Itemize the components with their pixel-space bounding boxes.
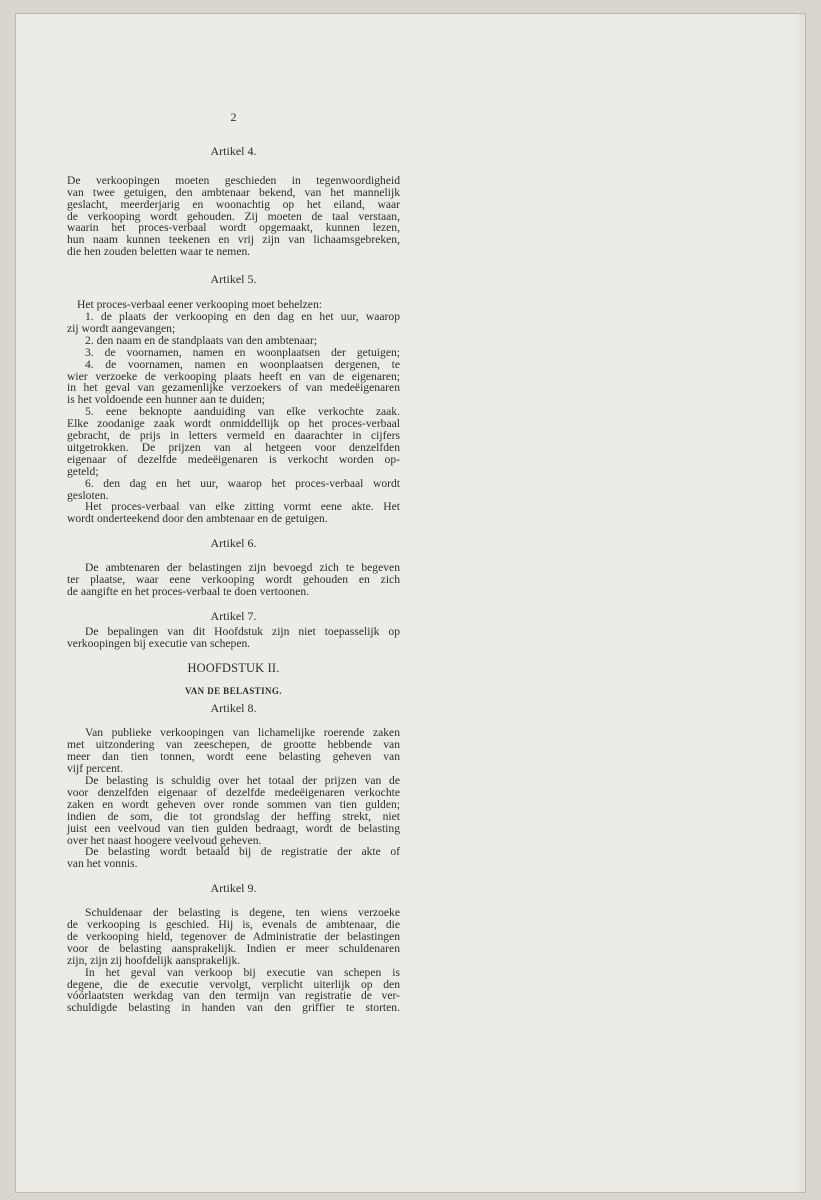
article-4-title: Artikel 4.: [210, 143, 257, 158]
text-line: is het voldoende een hunner aan te duiden;: [67, 393, 265, 407]
text-line: De ambtenaren der belastingen zijn bevoegd zich te begeven: [85, 561, 400, 575]
text-line: in het geval van gezamenlijke verzoekers of van medeëigenaren: [67, 381, 400, 395]
article-9-text: [67, 907, 400, 1014]
page-content: [67, 112, 400, 1014]
article-4-text: [67, 175, 400, 258]
text-line: de verkooping hield, tegenover de Administratie der belastingen: [67, 929, 400, 943]
text-line: geslacht, meerderjarig en woonachtig op het eiland, waar: [67, 197, 400, 211]
text-line: de aangifte en het proces-verbaal te doen vertoonen.: [67, 585, 310, 598]
text-line: 6. den dag en het uur, waarop het proces-verbaal wordt: [85, 476, 400, 490]
text-line: hun naam kunnen teekenen en vrij zijn van lichaamsgebreken,: [67, 233, 400, 247]
document-page: [16, 14, 805, 1192]
article-9-title: Artikel 9.: [210, 881, 257, 896]
article-5-text: [67, 299, 400, 525]
text-line: ter plaatse, waar eene verkooping wordt gehouden en zich: [67, 573, 400, 587]
text-line: de verkooping is geschied. Hij is, evenals de ambtenaar, die: [67, 918, 400, 932]
text-line: de verkooping wordt gehouden. Zij moeten de taal verstaan,: [67, 209, 400, 223]
text-line: gebracht, de prijs in letters vermeld en daarachter in cijfers: [67, 429, 400, 443]
article-6-text: [67, 562, 400, 598]
text-line: vijf percent.: [67, 762, 124, 776]
text-line: verkoopingen bij executie van schepen.: [67, 636, 251, 650]
text-line: Van publieke verkoopingen van lichamelijke roerende zaken: [85, 726, 400, 740]
text-line: Het proces-verbaal van elke zitting vormt eene akte. Het: [85, 500, 400, 514]
text-line: uitgetrokken. De prijzen van al hetgeen voor denzelfden: [67, 440, 400, 454]
text-line: meer dan tien tonnen, wordt eene belasting geheven van: [67, 750, 400, 764]
text-line: De belasting is schuldig over het totaal der prijzen van de: [85, 773, 400, 787]
text-line: 4. de voornamen, namen en woonplaatsen dergenen, te: [85, 357, 400, 371]
text-line: gesloten.: [67, 488, 109, 502]
text-line: degene, die de executie vervolgt, verplicht uiterlijk op den: [67, 977, 400, 991]
text-line: Elke zoodanige zaak wordt onmiddellijk op het proces-verbaal: [67, 417, 400, 431]
text-line: In het geval van verkoop bij executie van schepen is: [85, 965, 400, 979]
text-line: 3. de voornamen, namen en woonplaatsen der getuigen;: [85, 345, 400, 359]
text-line: waarin het proces-verbaal wordt opgemaakt, kunnen lezen,: [67, 221, 400, 235]
text-line: De bepalingen van dit Hoofdstuk zijn niet toepasselijk op: [85, 624, 400, 638]
text-line: voor de belasting aansprakelijk. Indien er meer schuldenaren: [67, 941, 400, 955]
text-line: wordt onderteekend door den ambtenaar en de getuigen.: [67, 512, 328, 526]
chapter-subtitle: VAN DE BELASTING.: [185, 685, 282, 696]
text-line: schuldigde belasting in handen van den griffier te storten.: [67, 1001, 400, 1015]
chapter-title: HOOFDSTUK II.: [187, 660, 280, 675]
text-line: juist een veelvoud van tien gulden bedraagt, wordt de belasting: [67, 821, 400, 835]
text-line: van het vonnis.: [67, 857, 138, 871]
text-line: met uitzondering van zeeschepen, de grootte hebbende van: [67, 738, 400, 752]
text-line: geteld;: [67, 464, 99, 478]
text-line: 2. den naam en de standplaats van den ambtenaar;: [85, 333, 318, 347]
text-line: 5. eene beknopte aanduiding van elke verkochte zaak.: [85, 405, 400, 419]
text-line: Het proces-verbaal eener verkooping moet behelzen:: [77, 298, 322, 312]
text-line: die hen zouden beletten waar te nemen.: [67, 245, 251, 259]
text-line: De belasting wordt betaald bij de registratie der akte of: [85, 845, 400, 859]
article-7-text: [67, 626, 400, 650]
article-8-text: [67, 727, 400, 870]
text-line: vóórlaatsten werkdag van den termijn van registratie de ver-: [67, 989, 400, 1003]
article-6-title: Artikel 6.: [210, 536, 257, 551]
text-line: van twee getuigen, den ambtenaar bekend, van het mannelijk: [67, 185, 400, 199]
text-line: zijn, zijn zij hoofdelijk aansprakelijk.: [67, 953, 241, 967]
text-line: indien de som, die tot grondslag der heffing strekt, niet: [67, 809, 400, 823]
text-line: voor denzelfden eigenaar of dezelfde medeëigenaren verkochte: [67, 785, 400, 799]
text-line: De verkoopingen moeten geschieden in tegenwoordigheid: [67, 173, 400, 187]
text-line: 1. de plaats der verkooping en den dag en het uur, waarop: [85, 309, 400, 323]
text-line: over het naast hoogere veelvoud geheven.: [67, 833, 262, 847]
text-line: zij wordt aangevangen;: [67, 321, 176, 335]
text-line: wier verzoeke de verkooping plaats heeft en van de eigenaren;: [67, 369, 400, 383]
text-line: zaken en wordt geheven over ronde sommen van tien gulden;: [67, 797, 400, 811]
article-5-title: Artikel 5.: [210, 272, 257, 287]
article-8-title: Artikel 8.: [210, 701, 257, 716]
article-7-title: Artikel 7.: [210, 608, 257, 623]
page-number: 2: [230, 110, 237, 124]
text-line: Schuldenaar der belasting is degene, ten wiens verzoeke: [85, 906, 400, 920]
text-line: eigenaar of dezelfde medeëigenaren is verkocht worden op-: [67, 452, 400, 466]
